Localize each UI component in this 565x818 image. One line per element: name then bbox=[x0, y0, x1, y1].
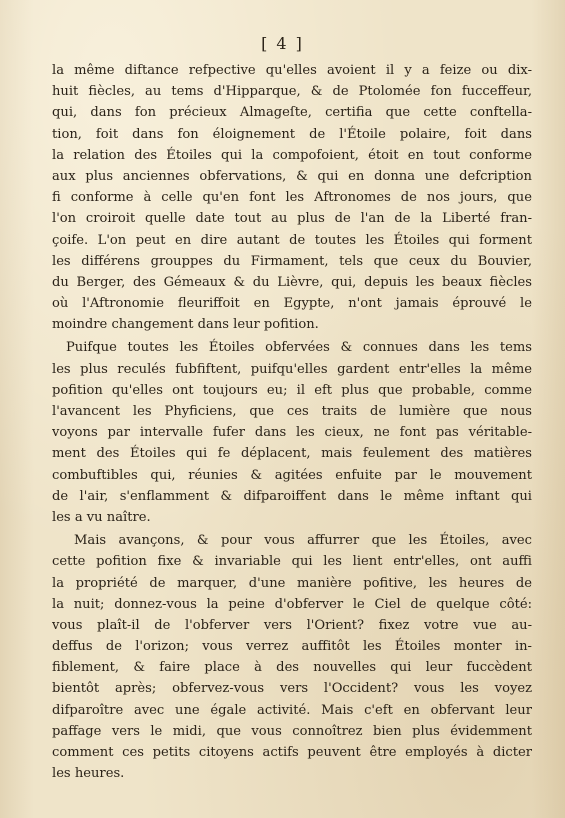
text-line: tion, foit dans fon éloignement de l'Étoile polaire, foit dans bbox=[52, 126, 532, 142]
text-line: la nuit; donnez-vous la peine d'obferver le Ciel de quelque côté: bbox=[52, 596, 532, 612]
paragraph-2 bbox=[52, 337, 532, 528]
text-line: cette pofition fixe & invariable qui les lient entr'elles, ont auffi bbox=[52, 554, 532, 570]
text-line: les différens grouppes du Firmament, tels que ceux du Bouvier, bbox=[52, 253, 532, 269]
text-line: vous plaît-il de l'obferver vers l'Orient? fixez votre vue au- bbox=[52, 617, 532, 633]
text-line: difparoître avec une égale activité. Mais c'eft en obfervant leur bbox=[52, 702, 532, 718]
text-line: où l'Aftronomie fleuriffoit en Egypte, n'ont jamais éprouvé le bbox=[52, 296, 532, 312]
text-line: voyons par intervalle fufer dans les cieux, ne font pas véritable- bbox=[52, 425, 532, 441]
text-line: la relation des Étoiles qui la compofoient, étoit en tout conforme bbox=[52, 147, 532, 163]
text-line: deffus de l'orizon; vous verrez auffitôt les Étoiles monter in- bbox=[52, 639, 532, 655]
body-text bbox=[52, 60, 532, 784]
text-line: les plus reculés fubfiftent, puifqu'elles gardent entr'elles la même bbox=[52, 361, 532, 377]
text-line: comment ces petits citoyens actifs peuvent être employés à dicter bbox=[52, 745, 532, 760]
text-line: paffage vers le midi, que vous connoîtrez bien plus évidemment bbox=[52, 723, 532, 739]
text-line: aux plus anciennes obfervations, & qui en donna une defcription bbox=[52, 168, 532, 184]
text-line: combuftibles qui, réunies & agitées enfuite par le mouvement bbox=[52, 467, 532, 483]
page-number: [ 4 ] bbox=[261, 34, 304, 53]
text-line: ment des Étoiles qui fe déplacent, mais feulement des matières bbox=[52, 446, 532, 462]
text-line: moindre changement dans leur pofition. bbox=[52, 317, 319, 333]
text-line: Mais avançons, & pour vous affurrer que les Étoiles, avec bbox=[74, 533, 532, 549]
text-line: les a vu naître. bbox=[52, 509, 151, 525]
text-line: pofition qu'elles ont toujours eu; il eft plus que probable, comme bbox=[52, 382, 532, 398]
text-line: qui, dans fon précieux Almageſte, certifia que cette conftella- bbox=[52, 105, 532, 121]
text-line: fi conforme à celle qu'en font les Aftronomes de nos jours, que bbox=[52, 190, 532, 206]
text-line: fiblement, & faire place à des nouvelles qui leur fuccèdent bbox=[52, 660, 532, 676]
text-line: la propriété de marquer, d'une manière pofitive, les heures de bbox=[52, 575, 532, 591]
paragraph-3 bbox=[52, 530, 532, 784]
text-line: les heures. bbox=[52, 766, 125, 782]
text-line: l'avancent les Phyficiens, que ces traits de lumière que nous bbox=[52, 404, 532, 419]
text-line: Puifque toutes les Étoiles obfervées & connues dans les tems bbox=[66, 340, 532, 356]
text-line: l'on croiroit quelle date tout au plus de l'an de la Liberté fran- bbox=[52, 211, 532, 227]
text-line: du Berger, des Gémeaux & du Lièvre, qui, depuis les beaux fiècles bbox=[52, 274, 532, 290]
text-line: bientôt après; obfervez-vous vers l'Occident? vous les voyez bbox=[52, 681, 532, 697]
text-line: çoife. L'on peut en dire autant de toutes les Étoiles qui forment bbox=[52, 232, 532, 248]
text-line: huit fiècles, au tems d'Hipparque, & de Ptolomée fon fucceffeur, bbox=[52, 84, 532, 100]
text-line: de l'air, s'enflamment & difparoiffent dans le même inftant qui bbox=[52, 488, 532, 504]
paragraph-1 bbox=[52, 60, 532, 335]
text-line: la même diftance refpective qu'elles avoient il y a feize ou dix- bbox=[52, 63, 532, 78]
